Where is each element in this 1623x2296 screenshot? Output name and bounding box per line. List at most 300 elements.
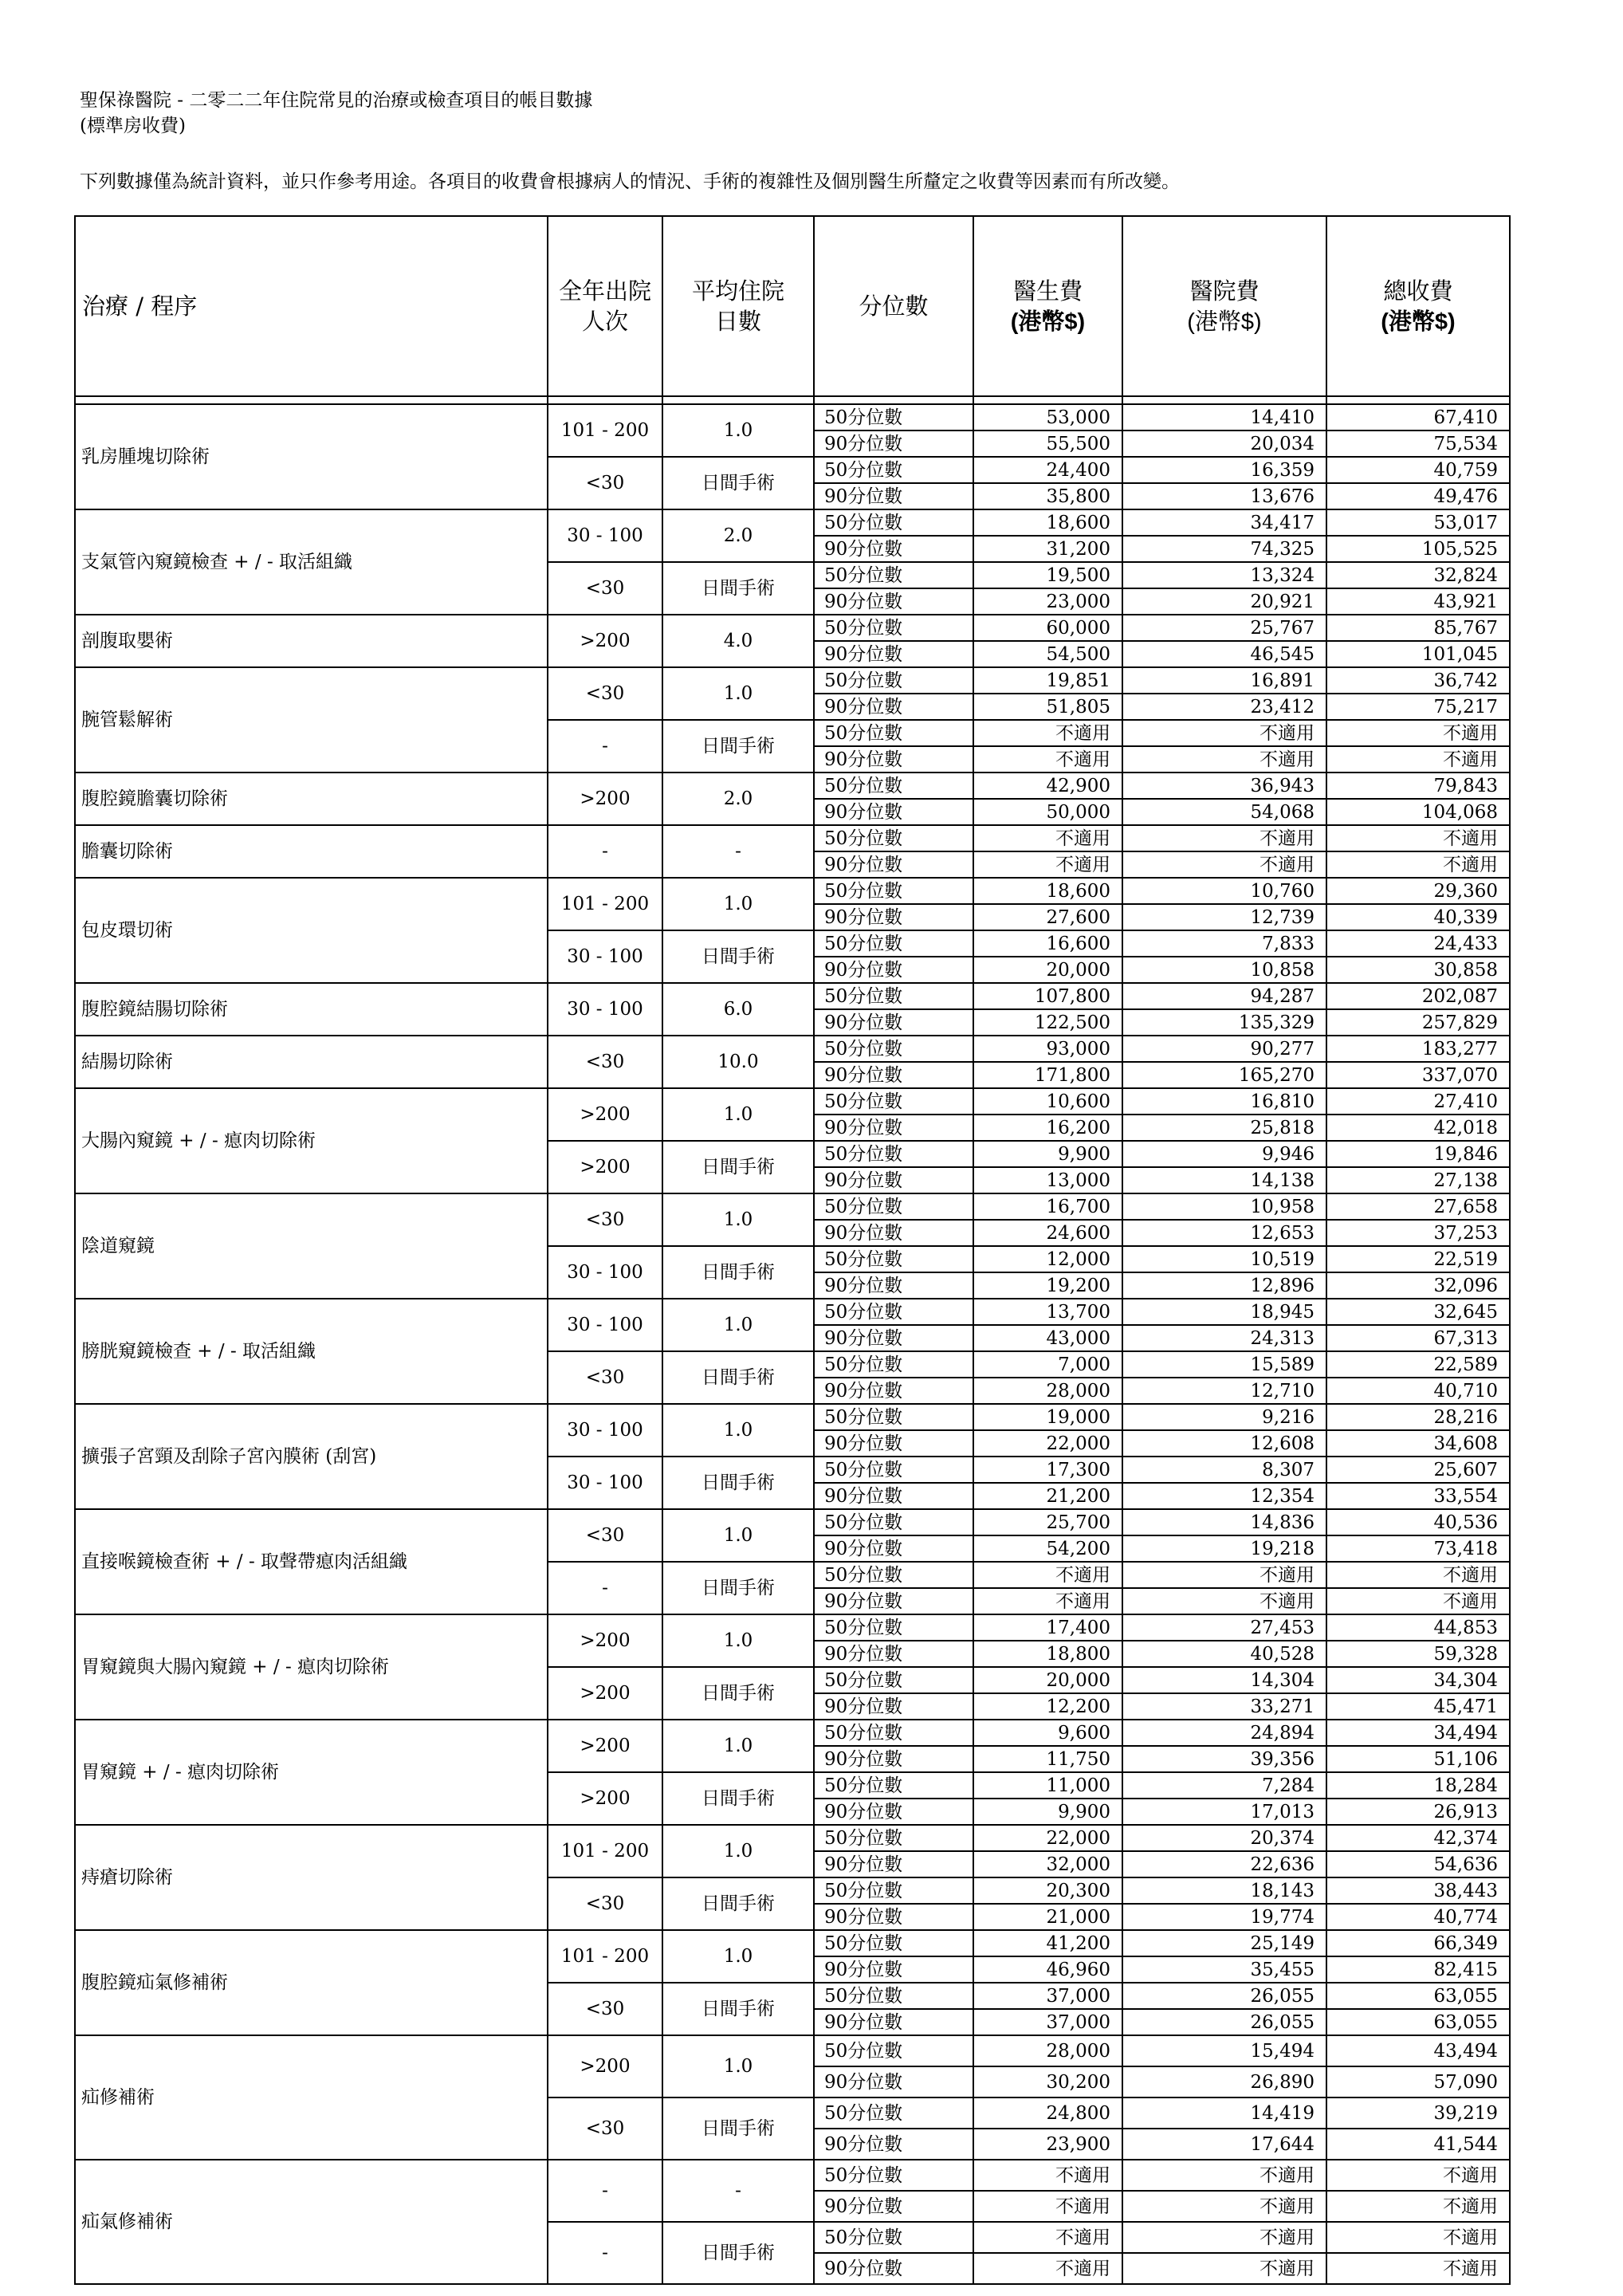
percentile-label: 50分位數	[814, 1877, 973, 1904]
hospital-fee: 16,810	[1122, 1088, 1326, 1115]
percentile-label: 90分位數	[814, 1430, 973, 1457]
total-fee: 75,534	[1326, 431, 1510, 457]
discharge-count: 30 - 100	[548, 930, 662, 983]
total-fee: 27,410	[1326, 1088, 1510, 1115]
avg-stay-days: 日間手術	[662, 1772, 814, 1825]
avg-stay-days: 1.0	[662, 1509, 814, 1562]
percentile-label: 90分位數	[814, 536, 973, 562]
total-fee: 不適用	[1326, 2191, 1510, 2222]
hospital-fee: 20,374	[1122, 1825, 1326, 1851]
avg-stay-days: 1.0	[662, 878, 814, 930]
discharge-count: 30 - 100	[548, 1299, 662, 1351]
table-row	[75, 667, 1510, 694]
percentile-label: 90分位數	[814, 957, 973, 983]
discharge-count: <30	[548, 1351, 662, 1404]
avg-stay-days: 1.0	[662, 1193, 814, 1246]
doctor-fee: 24,800	[973, 2097, 1122, 2129]
total-fee: 38,443	[1326, 1877, 1510, 1904]
total-fee: 34,608	[1326, 1430, 1510, 1457]
total-fee: 22,519	[1326, 1246, 1510, 1272]
discharge-count: >200	[548, 1772, 662, 1825]
percentile-label: 90分位數	[814, 2129, 973, 2160]
table-header-row	[75, 216, 1510, 396]
discharge-count: >200	[548, 1720, 662, 1772]
hospital-fee: 不適用	[1122, 1588, 1326, 1614]
hospital-fee: 26,055	[1122, 2009, 1326, 2035]
percentile-label: 50分位數	[814, 878, 973, 904]
doctor-fee: 16,600	[973, 930, 1122, 957]
procedure-name: 痔瘡切除術	[75, 1825, 548, 1930]
doctor-fee: 18,600	[973, 878, 1122, 904]
discharge-count: <30	[548, 1036, 662, 1088]
avg-stay-days: 2.0	[662, 509, 814, 562]
hospital-fee: 12,710	[1122, 1378, 1326, 1404]
doctor-fee: 22,000	[973, 1430, 1122, 1457]
total-fee: 85,767	[1326, 615, 1510, 641]
procedure-name: 支氣管內窺鏡檢查 + / - 取活組織	[75, 509, 548, 615]
doctor-fee: 不適用	[973, 1562, 1122, 1588]
total-fee: 26,913	[1326, 1799, 1510, 1825]
hospital-fee: 不適用	[1122, 851, 1326, 878]
col-percentile: 分位數	[814, 216, 973, 396]
doctor-fee: 12,200	[973, 1693, 1122, 1720]
avg-stay-days: 1.0	[662, 1404, 814, 1457]
avg-stay-days: 1.0	[662, 1088, 814, 1141]
procedure-name: 膀胱窺鏡檢查 + / - 取活組織	[75, 1299, 548, 1404]
fees-table	[74, 215, 1511, 2285]
percentile-label: 50分位數	[814, 1825, 973, 1851]
hospital-fee: 20,034	[1122, 431, 1326, 457]
doctor-fee: 32,000	[973, 1851, 1122, 1877]
percentile-label: 50分位數	[814, 1141, 973, 1167]
doctor-fee: 21,200	[973, 1483, 1122, 1509]
doctor-fee: 55,500	[973, 431, 1122, 457]
col-hospital-fee: 醫院費 (港幣$)	[1122, 216, 1326, 396]
percentile-label: 90分位數	[814, 2066, 973, 2097]
total-fee: 40,774	[1326, 1904, 1510, 1930]
percentile-label: 50分位數	[814, 1246, 973, 1272]
col-avg-stay: 平均住院 日數	[662, 216, 814, 396]
hospital-fee: 35,455	[1122, 1956, 1326, 1983]
total-fee: 不適用	[1326, 720, 1510, 746]
procedure-name: 剖腹取嬰術	[75, 615, 548, 667]
hospital-fee: 74,325	[1122, 536, 1326, 562]
doctor-fee: 50,000	[973, 799, 1122, 825]
page-title: 聖保祿醫院 - 二零二二年住院常見的治療或檢查項目的帳目數據	[80, 90, 593, 111]
percentile-label: 50分位數	[814, 1036, 973, 1062]
doctor-fee: 43,000	[973, 1325, 1122, 1351]
doctor-fee: 53,000	[973, 404, 1122, 431]
hospital-fee: 不適用	[1122, 2253, 1326, 2284]
avg-stay-days: 1.0	[662, 1930, 814, 1983]
percentile-label: 90分位數	[814, 1483, 973, 1509]
doctor-fee: 23,000	[973, 588, 1122, 615]
percentile-label: 50分位數	[814, 562, 973, 588]
hospital-fee: 25,767	[1122, 615, 1326, 641]
hospital-fee: 39,356	[1122, 1746, 1326, 1772]
total-fee: 43,921	[1326, 588, 1510, 615]
hospital-fee: 18,143	[1122, 1877, 1326, 1904]
doctor-fee: 37,000	[973, 2009, 1122, 2035]
percentile-label: 50分位數	[814, 1772, 973, 1799]
avg-stay-days: 1.0	[662, 1299, 814, 1351]
hospital-fee: 12,739	[1122, 904, 1326, 930]
percentile-label: 50分位數	[814, 2097, 973, 2129]
total-fee: 42,018	[1326, 1115, 1510, 1141]
doctor-fee: 171,800	[973, 1062, 1122, 1088]
avg-stay-days: -	[662, 825, 814, 878]
percentile-label: 90分位數	[814, 746, 973, 773]
discharge-count: >200	[548, 615, 662, 667]
hospital-fee: 26,890	[1122, 2066, 1326, 2097]
hospital-fee: 不適用	[1122, 2191, 1326, 2222]
table-row	[75, 1193, 1510, 1220]
total-fee: 40,339	[1326, 904, 1510, 930]
total-fee: 27,138	[1326, 1167, 1510, 1193]
percentile-label: 90分位數	[814, 1693, 973, 1720]
total-fee: 73,418	[1326, 1535, 1510, 1562]
table-row	[75, 1720, 1510, 1746]
percentile-label: 50分位數	[814, 1509, 973, 1535]
table-row	[75, 1299, 1510, 1325]
hospital-fee: 14,836	[1122, 1509, 1326, 1535]
doctor-fee: 18,800	[973, 1641, 1122, 1667]
discharge-count: 101 - 200	[548, 878, 662, 930]
discharge-count: -	[548, 1562, 662, 1614]
hospital-fee: 15,589	[1122, 1351, 1326, 1378]
discharge-count: 101 - 200	[548, 404, 662, 457]
table-row	[75, 404, 1510, 431]
discharge-count: 101 - 200	[548, 1825, 662, 1877]
percentile-label: 50分位數	[814, 1404, 973, 1430]
discharge-count: 30 - 100	[548, 983, 662, 1036]
hospital-fee: 12,608	[1122, 1430, 1326, 1457]
table-row	[75, 615, 1510, 641]
total-fee: 183,277	[1326, 1036, 1510, 1062]
avg-stay-days: 1.0	[662, 1720, 814, 1772]
table-row	[75, 1614, 1510, 1641]
total-fee: 37,253	[1326, 1220, 1510, 1246]
doctor-fee: 37,000	[973, 1983, 1122, 2009]
doctor-fee: 22,000	[973, 1825, 1122, 1851]
avg-stay-days: 日間手術	[662, 720, 814, 773]
doctor-fee: 19,851	[973, 667, 1122, 694]
discharge-count: <30	[548, 667, 662, 720]
procedure-name: 膽囊切除術	[75, 825, 548, 878]
discharge-count: -	[548, 2160, 662, 2222]
doctor-fee: 24,600	[973, 1220, 1122, 1246]
total-fee: 202,087	[1326, 983, 1510, 1009]
procedure-name: 直接喉鏡檢查術 + / - 取聲帶瘜肉活組織	[75, 1509, 548, 1614]
doctor-fee: 27,600	[973, 904, 1122, 930]
doctor-fee: 20,000	[973, 957, 1122, 983]
doctor-fee: 不適用	[973, 2253, 1122, 2284]
doctor-fee: 19,200	[973, 1272, 1122, 1299]
discharge-count: -	[548, 825, 662, 878]
procedure-name: 包皮環切術	[75, 878, 548, 983]
percentile-label: 90分位數	[814, 694, 973, 720]
discharge-count: 30 - 100	[548, 1246, 662, 1299]
hospital-fee: 19,218	[1122, 1535, 1326, 1562]
procedure-name: 結腸切除術	[75, 1036, 548, 1088]
total-fee: 44,853	[1326, 1614, 1510, 1641]
total-fee: 67,313	[1326, 1325, 1510, 1351]
total-fee: 59,328	[1326, 1641, 1510, 1667]
discharge-count: >200	[548, 1667, 662, 1720]
avg-stay-days: 日間手術	[662, 2097, 814, 2160]
hospital-fee: 14,138	[1122, 1167, 1326, 1193]
total-fee: 33,554	[1326, 1483, 1510, 1509]
total-fee: 22,589	[1326, 1351, 1510, 1378]
percentile-label: 50分位數	[814, 404, 973, 431]
table-row	[75, 825, 1510, 851]
doctor-fee: 18,600	[973, 509, 1122, 536]
doctor-fee: 31,200	[973, 536, 1122, 562]
doctor-fee: 10,600	[973, 1088, 1122, 1115]
percentile-label: 90分位數	[814, 1588, 973, 1614]
doctor-fee: 不適用	[973, 2222, 1122, 2253]
percentile-label: 50分位數	[814, 2160, 973, 2191]
percentile-label: 50分位數	[814, 2035, 973, 2066]
hospital-fee: 9,216	[1122, 1404, 1326, 1430]
hospital-fee: 不適用	[1122, 746, 1326, 773]
total-fee: 105,525	[1326, 536, 1510, 562]
table-row	[75, 2035, 1510, 2066]
percentile-label: 50分位數	[814, 1614, 973, 1641]
total-fee: 25,607	[1326, 1457, 1510, 1483]
table-row	[75, 1509, 1510, 1535]
procedure-name: 腹腔鏡膽囊切除術	[75, 773, 548, 825]
total-fee: 不適用	[1326, 1562, 1510, 1588]
percentile-label: 50分位數	[814, 1667, 973, 1693]
hospital-fee: 12,896	[1122, 1272, 1326, 1299]
procedure-name: 腹腔鏡結腸切除術	[75, 983, 548, 1036]
percentile-label: 50分位數	[814, 1088, 973, 1115]
percentile-label: 90分位數	[814, 1009, 973, 1036]
discharge-count: -	[548, 720, 662, 773]
percentile-label: 90分位數	[814, 799, 973, 825]
discharge-count: <30	[548, 1509, 662, 1562]
table-row	[75, 509, 1510, 536]
hospital-fee: 15,494	[1122, 2035, 1326, 2066]
hospital-fee: 135,329	[1122, 1009, 1326, 1036]
avg-stay-days: 日間手術	[662, 457, 814, 509]
procedure-name: 疝修補術	[75, 2035, 548, 2160]
avg-stay-days: 日間手術	[662, 1562, 814, 1614]
percentile-label: 50分位數	[814, 457, 973, 483]
total-fee: 54,636	[1326, 1851, 1510, 1877]
hospital-fee: 不適用	[1122, 2222, 1326, 2253]
doctor-fee: 16,200	[973, 1115, 1122, 1141]
percentile-label: 50分位數	[814, 930, 973, 957]
doctor-fee: 35,800	[973, 483, 1122, 509]
hospital-fee: 10,958	[1122, 1193, 1326, 1220]
total-fee: 49,476	[1326, 483, 1510, 509]
table-row	[75, 1036, 1510, 1062]
total-fee: 32,096	[1326, 1272, 1510, 1299]
total-fee: 不適用	[1326, 2160, 1510, 2191]
percentile-label: 90分位數	[814, 2009, 973, 2035]
percentile-label: 90分位數	[814, 1220, 973, 1246]
procedure-name: 陰道窺鏡	[75, 1193, 548, 1299]
doctor-fee: 不適用	[973, 2160, 1122, 2191]
hospital-fee: 24,894	[1122, 1720, 1326, 1746]
procedure-name: 擴張子宮頸及刮除子宮內膜術 (刮宮)	[75, 1404, 548, 1509]
doctor-fee: 122,500	[973, 1009, 1122, 1036]
hospital-fee: 17,644	[1122, 2129, 1326, 2160]
hospital-fee: 94,287	[1122, 983, 1326, 1009]
hospital-fee: 不適用	[1122, 825, 1326, 851]
doctor-fee: 不適用	[973, 851, 1122, 878]
hospital-fee: 7,284	[1122, 1772, 1326, 1799]
hospital-fee: 36,943	[1122, 773, 1326, 799]
total-fee: 75,217	[1326, 694, 1510, 720]
total-fee: 41,544	[1326, 2129, 1510, 2160]
avg-stay-days: 日間手術	[662, 1351, 814, 1404]
hospital-fee: 20,921	[1122, 588, 1326, 615]
percentile-label: 90分位數	[814, 641, 973, 667]
percentile-label: 50分位數	[814, 1299, 973, 1325]
discharge-count: >200	[548, 773, 662, 825]
percentile-label: 90分位數	[814, 483, 973, 509]
hospital-fee: 17,013	[1122, 1799, 1326, 1825]
discharge-count: 30 - 100	[548, 1457, 662, 1509]
percentile-label: 90分位數	[814, 1272, 973, 1299]
discharge-count: 30 - 100	[548, 509, 662, 562]
fees-table-body	[75, 404, 1510, 2284]
hospital-fee: 27,453	[1122, 1614, 1326, 1641]
percentile-label: 50分位數	[814, 720, 973, 746]
hospital-fee: 12,653	[1122, 1220, 1326, 1246]
total-fee: 30,858	[1326, 957, 1510, 983]
total-fee: 36,742	[1326, 667, 1510, 694]
total-fee: 40,536	[1326, 1509, 1510, 1535]
header-spacer-row	[75, 396, 1510, 404]
discharge-count: >200	[548, 1088, 662, 1141]
total-fee: 39,219	[1326, 2097, 1510, 2129]
col-procedure: 治療 / 程序	[75, 216, 548, 396]
total-fee: 42,374	[1326, 1825, 1510, 1851]
doctor-fee: 30,200	[973, 2066, 1122, 2097]
hospital-fee: 14,410	[1122, 404, 1326, 431]
hospital-fee: 10,760	[1122, 878, 1326, 904]
total-fee: 32,824	[1326, 562, 1510, 588]
total-fee: 51,106	[1326, 1746, 1510, 1772]
percentile-label: 90分位數	[814, 1062, 973, 1088]
total-fee: 79,843	[1326, 773, 1510, 799]
percentile-label: 90分位數	[814, 588, 973, 615]
total-fee: 29,360	[1326, 878, 1510, 904]
percentile-label: 90分位數	[814, 431, 973, 457]
percentile-label: 50分位數	[814, 825, 973, 851]
doctor-fee: 41,200	[973, 1930, 1122, 1956]
percentile-label: 50分位數	[814, 1562, 973, 1588]
discharge-count: >200	[548, 2035, 662, 2097]
percentile-label: 50分位數	[814, 1720, 973, 1746]
doctor-fee: 25,700	[973, 1509, 1122, 1535]
total-fee: 67,410	[1326, 404, 1510, 431]
percentile-label: 90分位數	[814, 2191, 973, 2222]
total-fee: 104,068	[1326, 799, 1510, 825]
hospital-fee: 16,359	[1122, 457, 1326, 483]
total-fee: 57,090	[1326, 2066, 1510, 2097]
doctor-fee: 93,000	[973, 1036, 1122, 1062]
discharge-count: <30	[548, 1983, 662, 2035]
total-fee: 101,045	[1326, 641, 1510, 667]
avg-stay-days: 日間手術	[662, 930, 814, 983]
doctor-fee: 不適用	[973, 825, 1122, 851]
table-row	[75, 1930, 1510, 1956]
percentile-label: 90分位數	[814, 1746, 973, 1772]
total-fee: 53,017	[1326, 509, 1510, 536]
doctor-fee: 7,000	[973, 1351, 1122, 1378]
percentile-label: 90分位數	[814, 2253, 973, 2284]
doctor-fee: 不適用	[973, 746, 1122, 773]
total-fee: 28,216	[1326, 1404, 1510, 1430]
hospital-fee: 12,354	[1122, 1483, 1326, 1509]
doctor-fee: 60,000	[973, 615, 1122, 641]
doctor-fee: 54,200	[973, 1535, 1122, 1562]
hospital-fee: 165,270	[1122, 1062, 1326, 1088]
doctor-fee: 21,000	[973, 1904, 1122, 1930]
avg-stay-days: 日間手術	[662, 1667, 814, 1720]
doctor-fee: 19,000	[973, 1404, 1122, 1430]
doctor-fee: 23,900	[973, 2129, 1122, 2160]
total-fee: 34,494	[1326, 1720, 1510, 1746]
percentile-label: 90分位數	[814, 1641, 973, 1667]
total-fee: 40,759	[1326, 457, 1510, 483]
total-fee: 不適用	[1326, 2222, 1510, 2253]
doctor-fee: 不適用	[973, 1588, 1122, 1614]
discharge-count: >200	[548, 1141, 662, 1193]
total-fee: 不適用	[1326, 851, 1510, 878]
percentile-label: 90分位數	[814, 1851, 973, 1877]
doctor-fee: 28,000	[973, 1378, 1122, 1404]
doctor-fee: 12,000	[973, 1246, 1122, 1272]
hospital-fee: 不適用	[1122, 2160, 1326, 2191]
total-fee: 不適用	[1326, 825, 1510, 851]
total-fee: 66,349	[1326, 1930, 1510, 1956]
percentile-label: 90分位數	[814, 904, 973, 930]
hospital-fee: 13,324	[1122, 562, 1326, 588]
doctor-fee: 13,700	[973, 1299, 1122, 1325]
table-row	[75, 983, 1510, 1009]
col-total-fee: 總收費 (港幣$)	[1326, 216, 1510, 396]
hospital-fee: 不適用	[1122, 720, 1326, 746]
doctor-fee: 54,500	[973, 641, 1122, 667]
total-fee: 45,471	[1326, 1693, 1510, 1720]
avg-stay-days: 1.0	[662, 2035, 814, 2097]
avg-stay-days: 10.0	[662, 1036, 814, 1088]
percentile-label: 50分位數	[814, 509, 973, 536]
total-fee: 63,055	[1326, 2009, 1510, 2035]
procedure-name: 大腸內窺鏡 + / - 瘜肉切除術	[75, 1088, 548, 1193]
total-fee: 不適用	[1326, 746, 1510, 773]
doctor-fee: 42,900	[973, 773, 1122, 799]
procedure-name: 疝氣修補術	[75, 2160, 548, 2284]
hospital-fee: 16,891	[1122, 667, 1326, 694]
doctor-fee: 9,600	[973, 1720, 1122, 1746]
table-row	[75, 878, 1510, 904]
col-discharges: 全年出院 人次	[548, 216, 662, 396]
doctor-fee: 28,000	[973, 2035, 1122, 2066]
percentile-label: 90分位數	[814, 1378, 973, 1404]
avg-stay-days: 1.0	[662, 1825, 814, 1877]
total-fee: 257,829	[1326, 1009, 1510, 1036]
percentile-label: 50分位數	[814, 1193, 973, 1220]
percentile-label: 90分位數	[814, 1115, 973, 1141]
avg-stay-days: 日間手術	[662, 1983, 814, 2035]
